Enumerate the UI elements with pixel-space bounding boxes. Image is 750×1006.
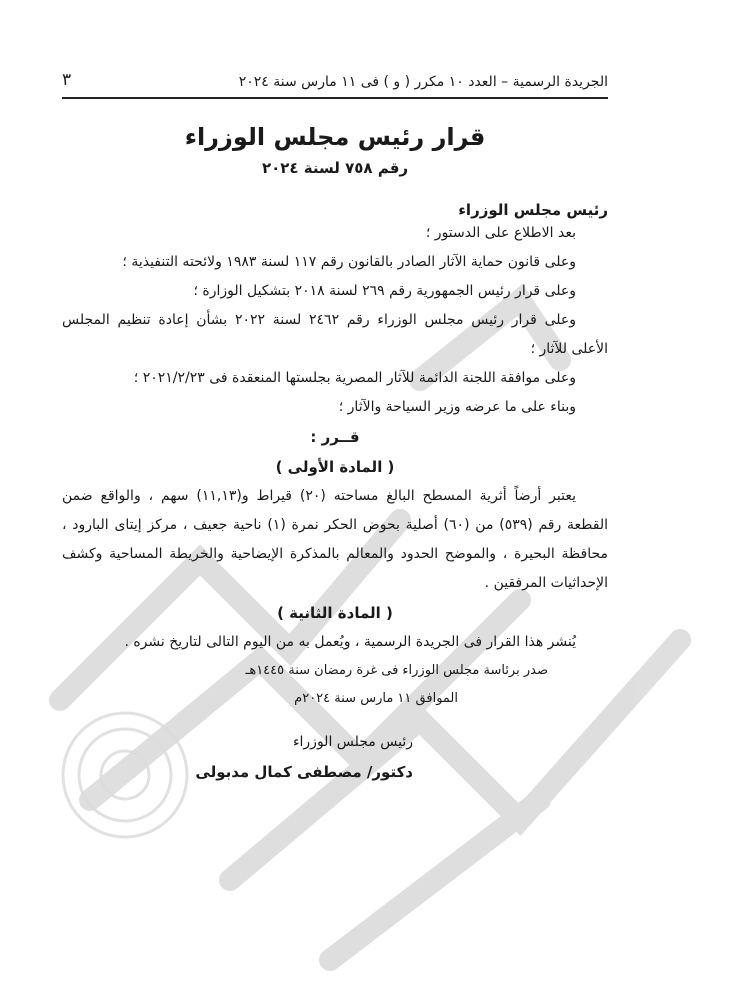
decree-title: قرار رئيس مجلس الوزراء: [184, 123, 486, 151]
article-2-heading: ( المادة الثانية ): [277, 604, 393, 622]
article-1-text: يعتبر أرضاً أثرية المسطح البالغ مساحته (٢٠) قيراط و(١١,١٣) سهم ، والواقع ضمن القطعة رقم (٥٣٩) من (٦٠) أصلية بحوض الحكر نمرة (١) ناحية جعيف ، مركز إيتاى البارود ، محافظة البحيرة ، والموضح الحدود والمعالم بالمذكرة الإيضاحية والخريطة المساحية وكشف الإحداثيات المرفقين .: [62, 488, 609, 591]
preamble-constitution: بعد الاطلاع على الدستور ؛: [425, 225, 576, 241]
gazette-header: [62, 70, 608, 99]
article-1-heading: ( المادة الأولى ): [275, 458, 395, 476]
preamble-committee-approval: وعلى موافقة اللجنة الدائمة للآثار المصرية بجلستها المنعقدة فى ٢٠٢١/٢/٢٣ ؛: [133, 370, 576, 386]
decided-label: قــرر :: [310, 428, 360, 446]
document-page: [62, 70, 608, 787]
decree-number: رقم ٧٥٨ لسنة ٢٠٢٤: [261, 159, 409, 177]
preamble-antiquities-law: وعلى قانون حماية الآثار الصادر بالقانون رقم ١١٧ لسنة ١٩٨٣ ولائحته التنفيذية ؛: [122, 254, 576, 270]
article-2-text: يُنشر هذا القرار فى الجريدة الرسمية ، ويُعمل به من اليوم التالى لتاريخ نشره .: [124, 634, 576, 650]
preamble-minister-proposal: وبناء على ما عرضه وزير السياحة والآثار ؛: [338, 399, 576, 415]
header-title: الجريدة الرسمية – العدد ١٠ مكرر ( و ) فى ١١ مارس سنة ٢٠٢٤: [238, 74, 608, 90]
page-number: ٣: [62, 70, 72, 90]
signature-block: [62, 727, 608, 787]
issued-at: صدر برئاسة مجلس الوزراء فى غرة رمضان سنة ١٤٤٥هـ: [245, 663, 548, 678]
preamble-cabinet-formation: وعلى قرار رئيس الجمهورية رقم ٢٦٩ لسنة ٢٠١٨ بتشكيل الوزارة ؛: [193, 283, 576, 299]
signature-name: دكتور/ مصطفى كمال مدبولى: [195, 763, 413, 781]
corresponding-date: الموافق ١١ مارس سنة ٢٠٢٤م: [294, 691, 458, 706]
preamble-council-reorganization: وعلى قرار رئيس مجلس الوزراء رقم ٢٤٦٢ لسنة ٢٠٢٢ بشأن إعادة تنظيم المجلس الأعلى للآثار ؛: [62, 312, 608, 357]
issuer-heading: رئيس مجلس الوزراء: [458, 201, 608, 219]
signature-title: رئيس مجلس الوزراء: [292, 734, 413, 750]
